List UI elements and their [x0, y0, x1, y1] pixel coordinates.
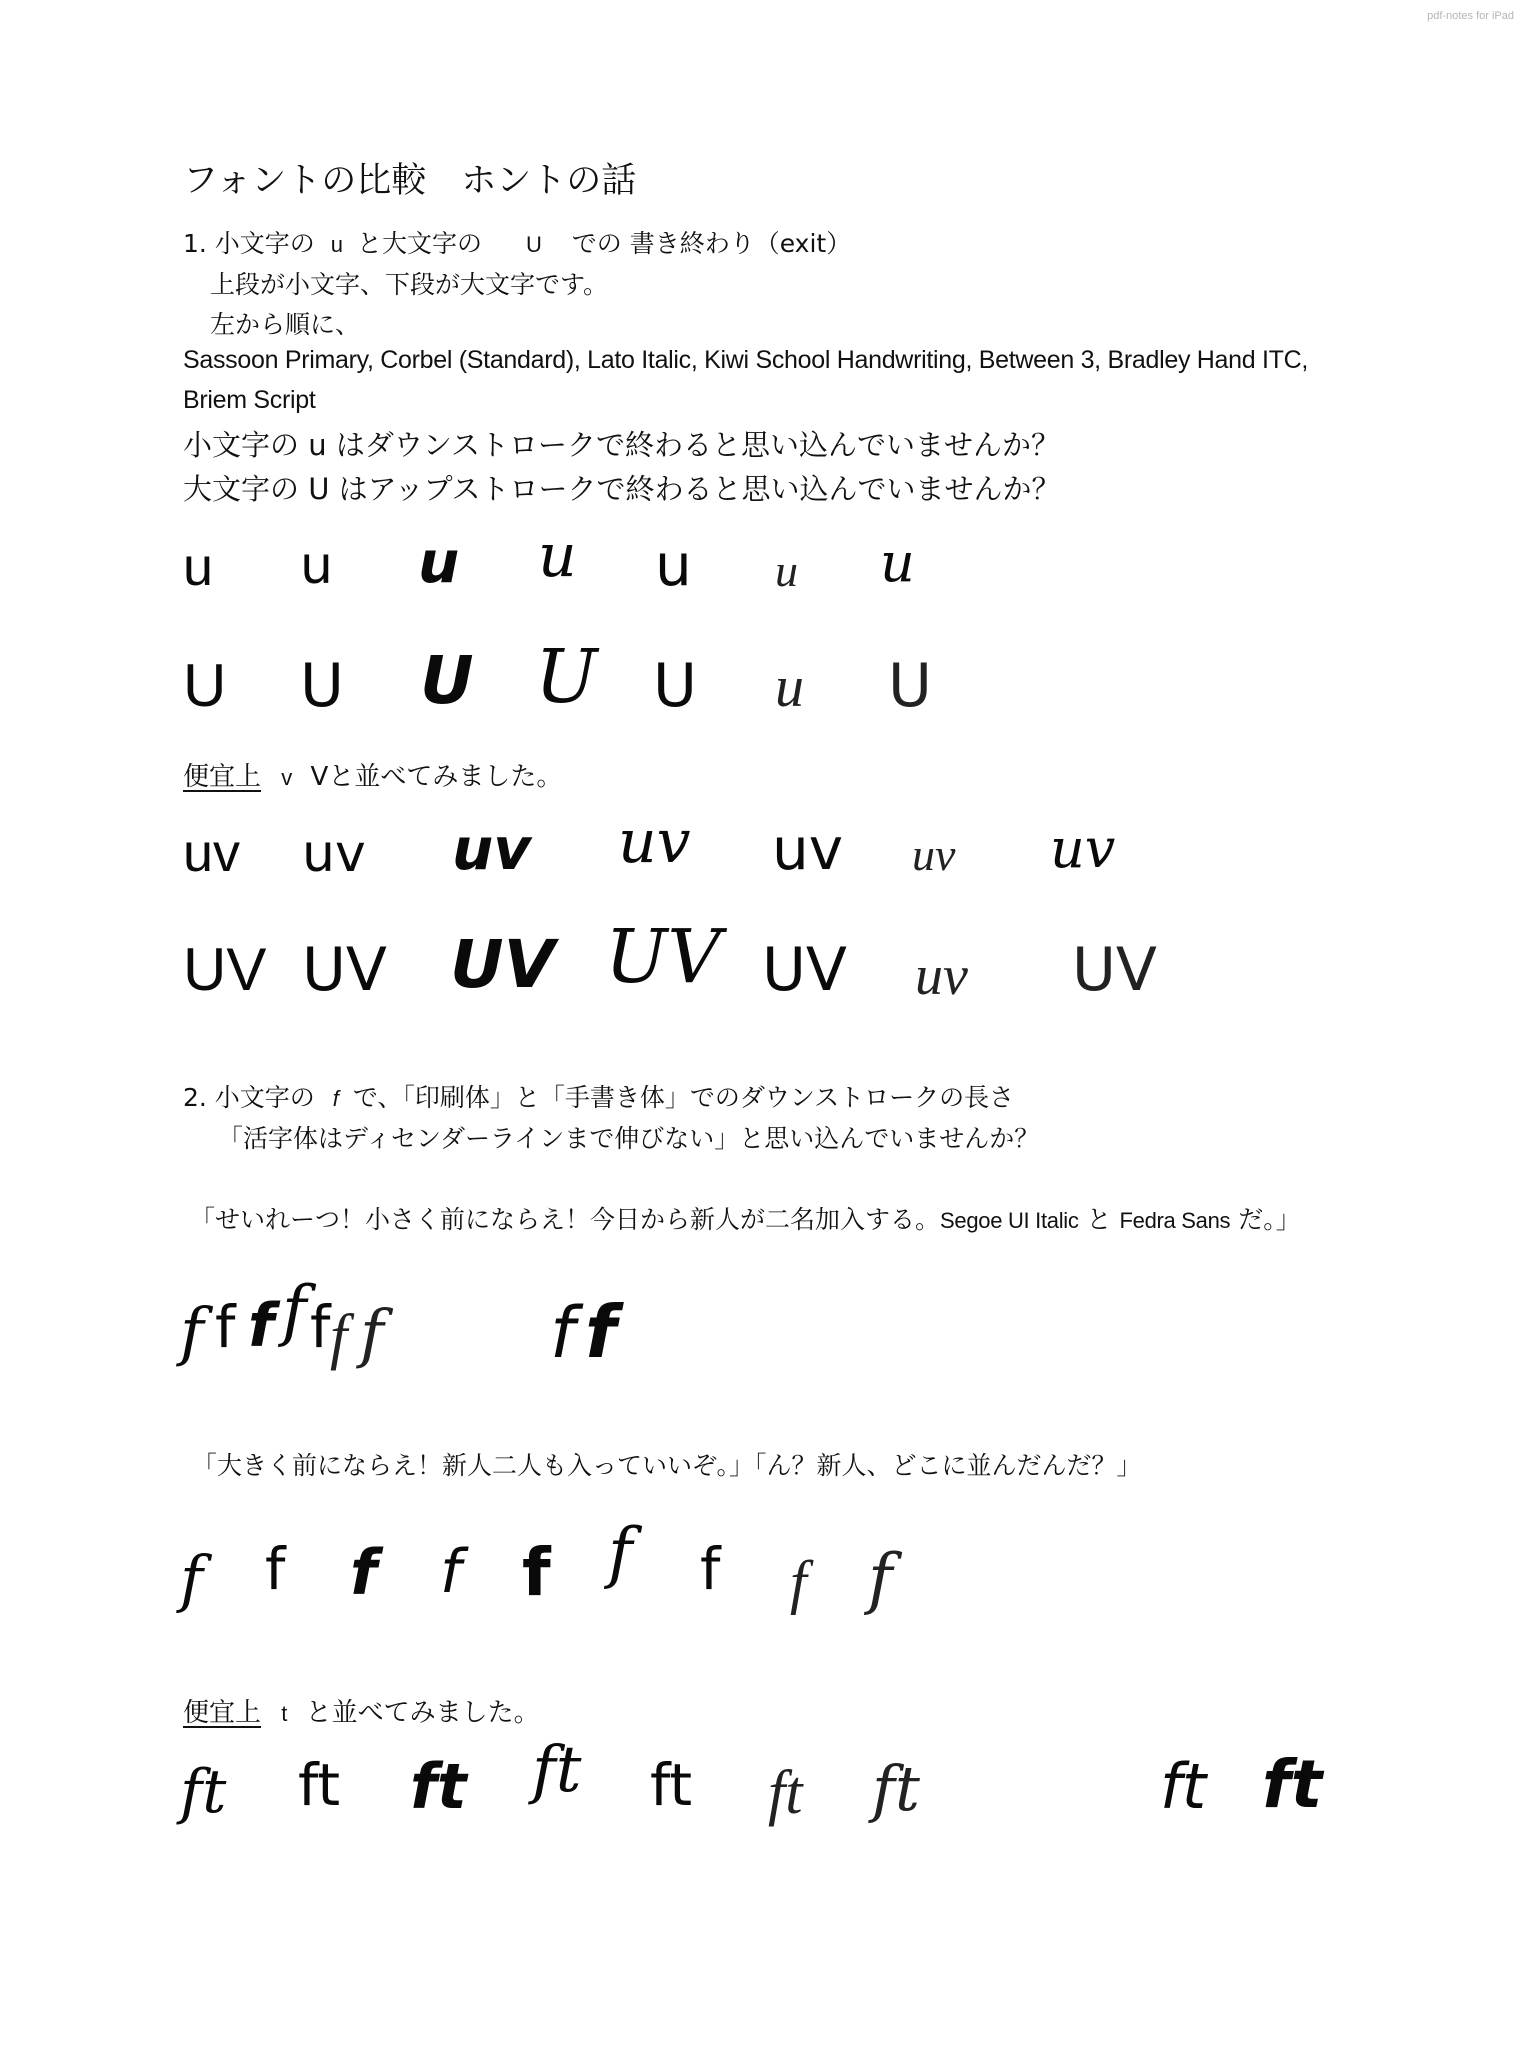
glyph-ft-fedra: ft [1262, 1746, 1323, 1823]
glyph-f2-briem: f [868, 1540, 893, 1617]
glyph-ft-lato: ft [410, 1750, 467, 1823]
glyph-f1-6: f [330, 1303, 348, 1371]
ft-caption [183, 1692, 540, 1729]
quote1-font2: Fedra Sans [1119, 1208, 1231, 1233]
section1-heading-mid: と大文字の [356, 229, 482, 258]
glyph-f1-7: f [360, 1297, 384, 1371]
glyph-U-lato-italic: U [420, 642, 474, 719]
glyph-f1-5: f [310, 1293, 331, 1361]
section1-line3: 左から順に、 [210, 310, 361, 339]
uv-caption-prefix: 便宜上 [183, 762, 262, 792]
glyph-f1-segoe: f [550, 1292, 575, 1374]
section1-heading-u-lower: u [330, 232, 344, 257]
section2-line2: 「活字体はディセンダーラインまで伸びない」と思い込んでいませんか？ [218, 1124, 1040, 1153]
glyph-ft-segoe: ft [1160, 1750, 1207, 1823]
glyph-ft-briem: ft [872, 1752, 920, 1825]
glyph-f2-corbel: f [265, 1535, 286, 1603]
glyph-f2-segoe: f [440, 1537, 462, 1607]
quote1-end: だ。」 [1238, 1205, 1301, 1234]
glyph-ft-sassoon: ft [180, 1757, 227, 1827]
question-lowercase-u: 小文字の u はダウンストロークで終わると思い込んでいませんか？ [183, 428, 1060, 462]
uv-caption [183, 756, 562, 793]
glyph-u-lato-italic: u [418, 528, 460, 596]
glyph-U-between3: U [653, 651, 697, 721]
glyph-u-sassoon: u [183, 537, 214, 597]
glyph-UV-lato-italic: UV [450, 926, 555, 1003]
glyph-ft-bradley: ft [768, 1759, 803, 1827]
glyph-uv-between3: uv [772, 815, 844, 883]
glyph-U-sassoon: U [183, 652, 227, 719]
glyph-ft-corbel: ft [298, 1751, 341, 1819]
question-uppercase-u: 大文字の U はアップストロークで終わると思い込んでいませんか？ [183, 472, 1061, 506]
section1-heading [183, 224, 851, 260]
ft-caption-rest: と並べてみました。 [305, 1698, 540, 1728]
glyph-u-bradley: u [775, 545, 798, 596]
ft-caption-t: t [281, 1701, 288, 1726]
glyph-f2-between3: f [700, 1535, 721, 1603]
glyph-U-briem: U [888, 651, 932, 721]
glyph-uv-kiwi: uv [618, 807, 691, 877]
uv-caption-rest: Vと並べてみました。 [310, 762, 563, 792]
glyph-uv-briem: uv [1050, 817, 1116, 880]
glyph-f2-kiwi: f [608, 1514, 633, 1591]
glyph-UV-sassoon: UV [183, 936, 267, 1003]
section1-heading-end: での 書き終わり（exit） [571, 229, 852, 258]
quote1-part1: 「せいれーつ！小さく前にならえ！今日から新人が二名加入する。 [190, 1205, 941, 1234]
glyph-UV-corbel: UV [302, 935, 387, 1005]
glyph-u-briem: u [880, 531, 915, 594]
glyph-f2-lato: f [350, 1536, 377, 1609]
glyph-uv-lato-italic: uv [452, 815, 532, 883]
quote1-font1: Segoe UI Italic [940, 1208, 1079, 1233]
glyph-U-kiwi: U [535, 634, 598, 720]
glyph-ft-kiwi: ft [532, 1733, 582, 1807]
section2-heading [183, 1078, 1014, 1114]
glyph-f2-sassoon: f [180, 1542, 203, 1615]
glyph-f2-fedra: f [522, 1534, 551, 1611]
quote1-and: と [1086, 1205, 1112, 1234]
font-list-line2: Briem Script [183, 386, 316, 414]
glyph-uv-bradley: uv [912, 829, 956, 880]
section1-heading-number: 1. 小文字の [183, 229, 315, 258]
section2-heading-number: 2. 小文字の [183, 1083, 315, 1112]
uv-caption-v: v [281, 765, 293, 790]
ft-caption-prefix: 便宜上 [183, 1698, 262, 1728]
glyph-ft-between3: ft [650, 1751, 693, 1819]
glyph-f1-fedra: f [585, 1290, 617, 1374]
glyph-uv-sassoon: uv [183, 823, 241, 883]
glyph-UV-kiwi: UV [605, 914, 721, 1000]
section1-line2: 上段が小文字、下段が大文字です。 [210, 270, 609, 299]
page-title: フォントの比較 ホントの話 [183, 161, 637, 201]
glyph-f1-2: f [215, 1293, 236, 1361]
glyph-uv-corbel: uv [302, 824, 366, 884]
glyph-u-kiwi: u [538, 521, 577, 591]
glyph-u-corbel: u [300, 536, 333, 596]
glyph-f2-bradley: f [790, 1549, 807, 1615]
glyph-UV-briem: UV [1072, 935, 1157, 1005]
glyph-f1-1: f [180, 1295, 204, 1369]
quote1 [190, 1200, 1301, 1236]
glyph-f1-3: f [248, 1291, 275, 1361]
glyph-U-corbel: U [300, 651, 344, 721]
section2-heading-rest: で、「印刷体」と「手書き体」でのダウンストロークの長さ [352, 1083, 1015, 1112]
glyph-u-between3: u [655, 531, 692, 599]
quote2: 「大きく前にならえ！新人二人も入っていいぞ。」「ん？新人、どこに並んだんだ？」 [192, 1451, 1142, 1480]
app-label: pdf-notes for iPad [1427, 10, 1514, 22]
glyph-f1-4: f [282, 1272, 307, 1349]
glyph-UV-between3: UV [762, 935, 847, 1005]
section1-heading-u-upper: U [525, 232, 542, 257]
font-list-line1: Sassoon Primary, Corbel (Standard), Lato Italic, Kiwi School Handwriting, Between 3, Bradley Hand ITC, [183, 346, 1309, 374]
section2-heading-f: f [332, 1086, 339, 1111]
glyph-U-bradley: u [775, 654, 804, 719]
glyph-UV-bradley: uv [915, 945, 968, 1007]
